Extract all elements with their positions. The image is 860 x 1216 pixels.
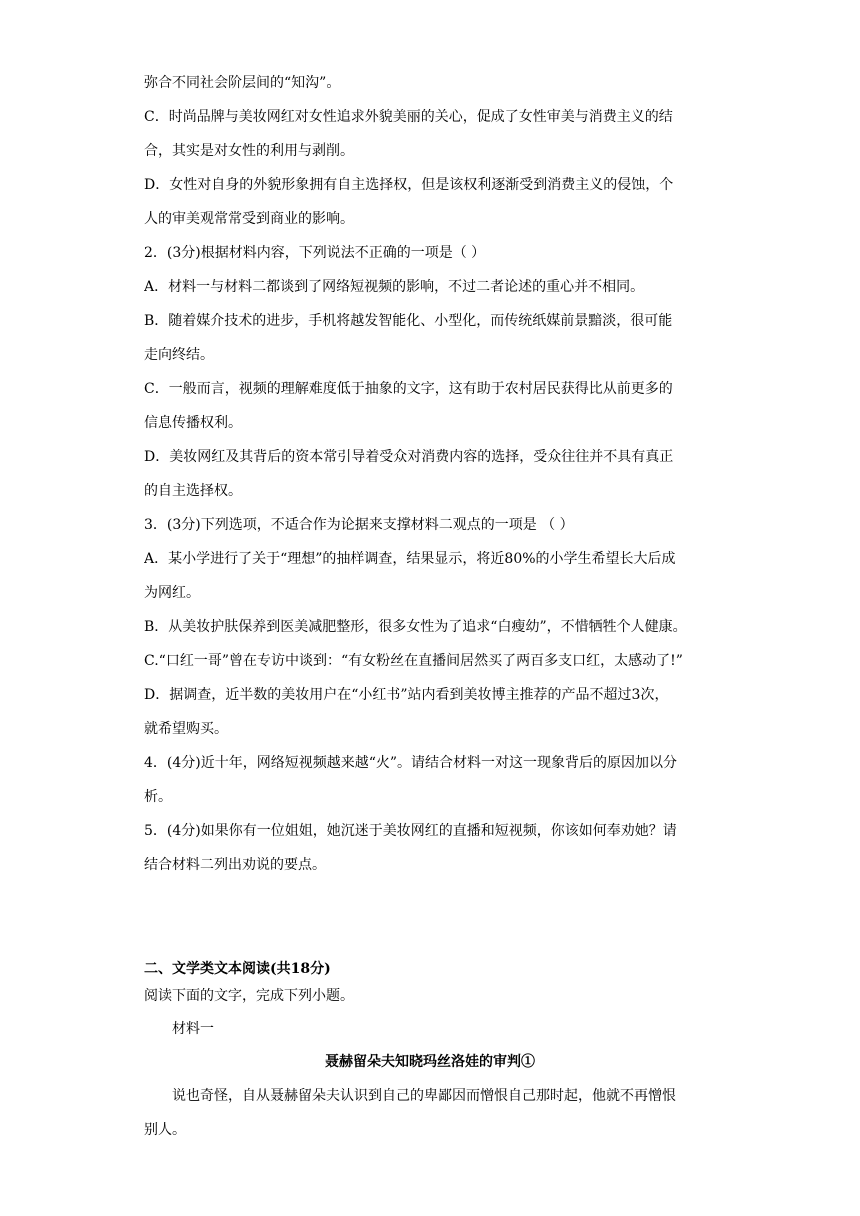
q5-line1: 5．(4分)如果你有一位姐姐，她沉迷于美妆网红的直播和短视频，你该如何奉劝她？请: [144, 823, 677, 839]
q1-option-d-line2: 人的审美观常常受到商业的影响。: [144, 211, 354, 227]
q2-option-a: A．材料一与材料二都谈到了网络短视频的影响，不过二者论述的重心并不相同。: [144, 279, 645, 295]
passage-para1-line1: 说也奇怪，自从聂赫留朵夫认识到自己的卑鄙因而憎恨自己那时起，他就不再憎恨: [172, 1088, 676, 1104]
q2-option-b-line2: 走向终结。: [144, 347, 214, 363]
q2-option-d-line2: 的自主选择权。: [144, 483, 242, 499]
q2-stem: 2．(3分)根据材料内容，下列说法不正确的一项是（ ）: [144, 245, 486, 261]
q5-line2: 结合材料二列出劝说的要点。: [144, 857, 326, 873]
prev-option-b-tail: 弥合不同社会阶层间的“知沟”。: [144, 75, 341, 91]
passage-title: 聂赫留朵夫知晓玛丝洛娃的审判①: [325, 1054, 535, 1070]
q3-option-d-line1: D．据调查，近半数的美妆用户在“小红书”站内看到美妆博主推荐的产品不超过3次，: [144, 687, 669, 703]
q4-line1: 4．(4分)近十年，网络短视频越来越“火”。请结合材料一对这一现象背后的原因加以分: [144, 755, 678, 771]
q3-option-d-line2: 就希望购买。: [144, 721, 228, 737]
section-instruction: 阅读下面的文字，完成下列小题。: [144, 988, 354, 1004]
q2-option-b-line1: B．随着媒介技术的进步，手机将越发智能化、小型化，而传统纸媒前景黯淡，很可能: [144, 313, 673, 329]
section-heading: 二、文学类文本阅读(共18分): [144, 961, 331, 977]
q1-option-d-line1: D．女性对自身的外貌形象拥有自主选择权，但是该权利逐渐受到消费主义的侵蚀，个: [144, 177, 674, 193]
q2-option-d-line1: D．美妆网红及其背后的资本常引导着受众对消费内容的选择，受众往往并不具有真正: [144, 449, 674, 465]
material-label: 材料一: [172, 1021, 214, 1037]
q3-stem: 3．(3分)下列选项，不适合作为论据来支撑材料二观点的一项是 （ ）: [144, 517, 574, 533]
q1-option-c-line1: C．时尚品牌与美妆网红对女性追求外貌美丽的关心，促成了女性审美与消费主义的结: [144, 109, 673, 125]
q3-option-a-line1: A．某小学进行了关于“理想”的抽样调查，结果显示，将近80%的小学生希望长大后成: [144, 551, 676, 567]
q1-option-c-line2: 合，其实是对女性的利用与剥削。: [144, 143, 354, 159]
q2-option-c-line2: 信息传播权利。: [144, 415, 242, 431]
q2-option-c-line1: C．一般而言，视频的理解难度低于抽象的文字，这有助于农村居民获得比从前更多的: [144, 381, 673, 397]
q3-option-c: C.“口红一哥”曾在专访中谈到：“有女粉丝在直播间居然买了两百多支口红，太感动了!”: [144, 653, 683, 669]
q4-line2: 析。: [144, 789, 172, 805]
q3-option-b: B．从美妆护肤保养到医美减肥整形，很多女性为了追求“白瘦幼”，不惜牺牲个人健康。: [144, 619, 687, 635]
passage-para1-line2: 别人。: [144, 1122, 186, 1138]
q3-option-a-line2: 为网红。: [144, 585, 200, 601]
